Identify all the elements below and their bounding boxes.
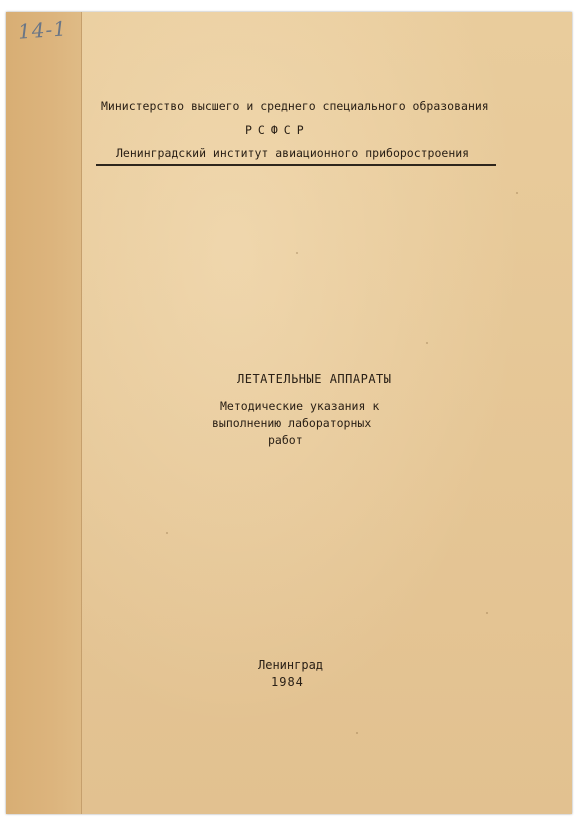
paper-speck <box>296 252 298 254</box>
paper-speck <box>516 192 518 194</box>
header-underline <box>96 164 496 166</box>
document-title: ЛЕТАТЕЛЬНЫЕ АППАРАТЫ <box>237 372 392 386</box>
subtitle-line-3: работ <box>268 433 303 447</box>
institute-line: Ленинградский институт авиационного приборостроения <box>116 146 470 160</box>
imprint-year: 1984 <box>271 675 304 689</box>
subtitle-line-2: выполнению лабораторных <box>212 416 372 430</box>
cover-spine <box>6 12 82 814</box>
republic-line: РСФСР <box>245 123 310 137</box>
paper-speck <box>486 612 488 614</box>
subtitle-line-1: Методические указания к <box>220 399 380 413</box>
handwritten-mark: 14-1 <box>17 16 68 44</box>
imprint-city: Ленинград <box>258 658 324 672</box>
paper-speck <box>356 732 358 734</box>
ministry-line: Министерство высшего и среднего специального образования <box>101 99 489 113</box>
spine-edge <box>81 12 82 814</box>
paper-speck <box>166 532 168 534</box>
document-cover <box>6 12 572 814</box>
paper-speck <box>426 342 428 344</box>
